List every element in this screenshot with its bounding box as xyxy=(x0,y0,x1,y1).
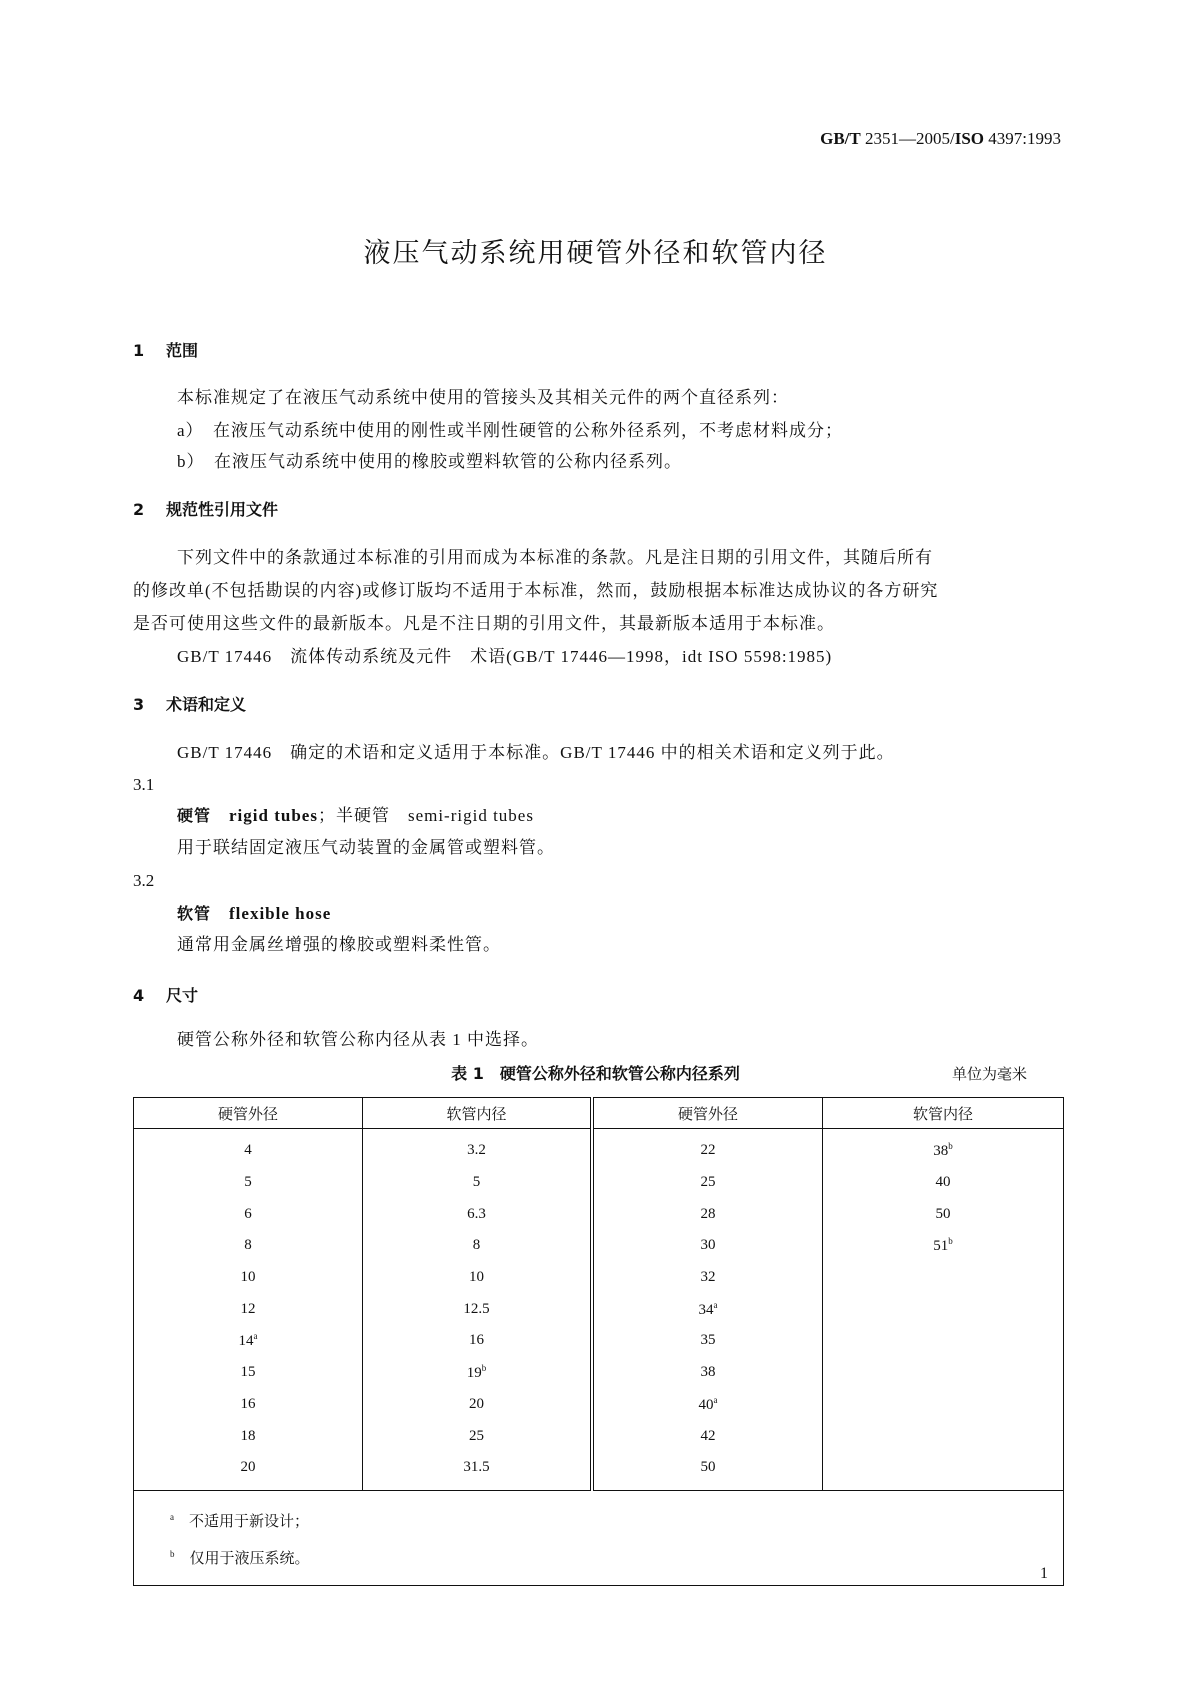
std-prefix: GB/T xyxy=(820,129,861,148)
section-3-line: GB/T 17446 确定的术语和定义适用于本标准。GB/T 17446 中的相关术语和定义列于此。 xyxy=(177,743,895,762)
cell-value: 19 xyxy=(466,1365,482,1382)
section-2-line: 是否可使用这些文件的最新版本。凡是不注日期的引用文件，其最新版本适用于本标准。 xyxy=(133,614,835,633)
table-cell xyxy=(823,1167,1064,1199)
table-cell xyxy=(592,1129,823,1167)
diameter-table xyxy=(133,1097,1064,1586)
cell-value: 51 xyxy=(933,1238,949,1255)
table-cell xyxy=(592,1198,823,1230)
section-1-item-a: a） 在液压气动系统中使用的刚性或半刚性硬管的公称外径系列，不考虑材料成分； xyxy=(177,421,844,440)
cell-value: 20 xyxy=(240,1459,256,1476)
term-en: flexible hose xyxy=(229,904,332,923)
table-cell xyxy=(134,1325,363,1357)
table-cell xyxy=(592,1357,823,1389)
header-cell: 硬管外径 xyxy=(592,1098,823,1129)
note-text: 不适用于新设计； xyxy=(189,1513,310,1530)
table-row xyxy=(134,1198,1064,1230)
table-cell xyxy=(134,1129,363,1167)
cell-value: 40 xyxy=(698,1396,714,1413)
document-title: 液压气动系统用硬管外径和软管内径 xyxy=(363,238,828,269)
table-row xyxy=(134,1293,1064,1325)
table-note xyxy=(170,1538,1063,1575)
cell-value: 10 xyxy=(469,1269,484,1286)
cell-value: 4 xyxy=(244,1142,252,1159)
table-cell xyxy=(363,1230,593,1262)
cell-value: 42 xyxy=(700,1427,716,1444)
footnote-mark: b xyxy=(481,1363,487,1374)
table-cell xyxy=(134,1357,363,1389)
section-1-line: 本标准规定了在液压气动系统中使用的管接头及其相关元件的两个直径系列： xyxy=(177,388,789,407)
std-number: 2351—2005/ xyxy=(864,129,955,148)
section-2-line: 的修改单(不包括勘误的内容)或修订版均不适用于本标准，然而，鼓励根据本标准达成协议的各方研究 xyxy=(133,581,939,600)
section-2-line: 下列文件中的条款通过本标准的引用而成为本标准的条款。凡是注日期的引用文件，其随后所有 xyxy=(177,548,933,567)
table-row xyxy=(134,1357,1064,1389)
cell-value: 32 xyxy=(700,1269,716,1286)
section-4-line: 硬管公称外径和软管公称内径从表 1 中选择。 xyxy=(177,1030,539,1049)
table-cell xyxy=(134,1167,363,1199)
table-row xyxy=(134,1230,1064,1262)
footnote-mark: a xyxy=(713,1299,718,1310)
cell-value: 28 xyxy=(700,1205,716,1222)
table-row xyxy=(134,1262,1064,1294)
table-cell xyxy=(592,1452,823,1490)
cell-value: 8 xyxy=(472,1237,481,1254)
table-cell xyxy=(823,1420,1064,1452)
table-row xyxy=(134,1452,1064,1490)
table-cell xyxy=(592,1167,823,1199)
table-cell xyxy=(823,1262,1064,1294)
cell-value: 25 xyxy=(469,1427,484,1444)
cell-value: 8 xyxy=(244,1237,252,1254)
table-cell xyxy=(823,1357,1064,1389)
table-cell xyxy=(134,1230,363,1262)
table-cell xyxy=(823,1293,1064,1325)
cell-value: 30 xyxy=(700,1237,716,1254)
clause-3-1-definition: 用于联结固定液压气动装置的金属管或塑料管。 xyxy=(177,838,555,857)
header-cell: 硬管外径 xyxy=(134,1098,363,1129)
table-cell xyxy=(592,1262,823,1294)
table-cell xyxy=(823,1389,1064,1421)
cell-value: 6.3 xyxy=(467,1205,486,1222)
table-cell xyxy=(823,1452,1064,1490)
table-cell xyxy=(363,1357,593,1389)
section-4-number: 4 xyxy=(133,986,145,1005)
term-separator: ；半硬管 xyxy=(317,806,390,825)
table-cell xyxy=(363,1389,593,1421)
cell-value: 5 xyxy=(244,1174,252,1191)
clause-3-2-number: 3.2 xyxy=(133,871,155,890)
table-cell xyxy=(592,1230,823,1262)
cell-value: 14 xyxy=(238,1333,254,1350)
cell-value: 22 xyxy=(700,1142,716,1159)
section-2-number: 2 xyxy=(133,500,145,519)
table-cell xyxy=(134,1262,363,1294)
clause-3-1-term xyxy=(177,807,534,824)
cell-value: 31.5 xyxy=(463,1459,490,1476)
cell-value: 38 xyxy=(933,1143,949,1160)
table-row xyxy=(134,1389,1064,1421)
section-3-title: 术语和定义 xyxy=(166,695,247,714)
table-cell xyxy=(134,1420,363,1452)
table-cell xyxy=(363,1293,593,1325)
cell-value: 12 xyxy=(240,1300,256,1317)
cell-value: 40 xyxy=(935,1174,951,1191)
table-row xyxy=(134,1167,1064,1199)
footnote-mark: a xyxy=(713,1394,718,1405)
table-cell xyxy=(823,1230,1064,1262)
table-cell xyxy=(134,1389,363,1421)
standard-number xyxy=(820,130,1061,147)
note-text: 仅用于液压系统。 xyxy=(189,1550,310,1567)
cell-value: 18 xyxy=(240,1427,256,1444)
cell-value: 50 xyxy=(700,1459,716,1476)
cell-value: 6 xyxy=(244,1205,252,1222)
table-cell xyxy=(134,1293,363,1325)
clause-3-1-number: 3.1 xyxy=(133,775,155,794)
table-cell xyxy=(363,1129,593,1167)
table-unit: 单位为毫米 xyxy=(952,1067,1028,1083)
section-2-title: 规范性引用文件 xyxy=(166,500,279,519)
table-caption: 表 1 硬管公称外径和软管公称内径系列 xyxy=(451,1064,740,1083)
table-cell xyxy=(592,1293,823,1325)
table-cell xyxy=(363,1452,593,1490)
table-row xyxy=(134,1325,1064,1357)
cell-value: 12.5 xyxy=(463,1300,490,1317)
table-cell xyxy=(823,1325,1064,1357)
section-3-number: 3 xyxy=(133,695,145,714)
table-cell xyxy=(592,1389,823,1421)
cell-value: 38 xyxy=(700,1364,716,1381)
table-cell xyxy=(134,1198,363,1230)
cell-value: 34 xyxy=(698,1301,714,1318)
table-cell xyxy=(363,1167,593,1199)
term-en-2: semi-rigid tubes xyxy=(407,806,534,825)
cell-value: 15 xyxy=(240,1364,256,1381)
normative-reference: GB/T 17446 流体传动系统及元件 术语(GB/T 17446—1998，idt ISO 5598:1985) xyxy=(177,647,833,666)
table-cell xyxy=(134,1452,363,1490)
header-cell: 软管内径 xyxy=(363,1098,593,1129)
table-cell xyxy=(823,1198,1064,1230)
table-cell xyxy=(592,1325,823,1357)
footnote-mark: a xyxy=(253,1331,258,1342)
note-mark: b xyxy=(170,1548,175,1559)
term-en: rigid tubes xyxy=(229,806,318,825)
footnote-mark: b xyxy=(948,1141,953,1152)
cell-value: 16 xyxy=(240,1395,256,1412)
section-1-title: 范围 xyxy=(166,341,199,360)
table-cell xyxy=(363,1325,593,1357)
iso-prefix: ISO xyxy=(954,129,985,148)
table-row xyxy=(134,1129,1064,1167)
cell-value: 50 xyxy=(935,1205,951,1222)
clause-3-2-definition: 通常用金属丝增强的橡胶或塑料柔性管。 xyxy=(177,935,501,954)
table-note xyxy=(170,1501,1063,1538)
table-row xyxy=(134,1420,1064,1452)
term-cn: 硬管 xyxy=(177,806,212,825)
table-cell xyxy=(363,1198,593,1230)
section-1-item-b: b） 在液压气动系统中使用的橡胶或塑料软管的公称内径系列。 xyxy=(177,452,682,471)
cell-value: 3.2 xyxy=(467,1142,486,1159)
iso-number: 4397:1993 xyxy=(988,129,1061,148)
header-cell: 软管内径 xyxy=(823,1098,1064,1129)
table-cell xyxy=(363,1262,593,1294)
cell-value: 10 xyxy=(240,1269,256,1286)
cell-value: 25 xyxy=(700,1174,716,1191)
table-cell xyxy=(592,1420,823,1452)
page-number: 1 xyxy=(1040,1565,1048,1582)
section-4-title: 尺寸 xyxy=(166,986,199,1005)
section-1-number: 1 xyxy=(133,341,145,360)
table-cell xyxy=(363,1420,593,1452)
note-mark: a xyxy=(170,1511,174,1522)
table-notes xyxy=(134,1490,1064,1585)
cell-value: 5 xyxy=(472,1174,481,1191)
cell-value: 16 xyxy=(469,1332,484,1349)
cell-value: 35 xyxy=(700,1332,716,1349)
table-cell xyxy=(823,1129,1064,1167)
footnote-mark: b xyxy=(948,1236,953,1247)
table-header-row xyxy=(134,1098,1064,1129)
clause-3-2-term xyxy=(177,905,331,922)
term-cn: 软管 xyxy=(177,904,212,923)
cell-value: 20 xyxy=(469,1395,484,1412)
